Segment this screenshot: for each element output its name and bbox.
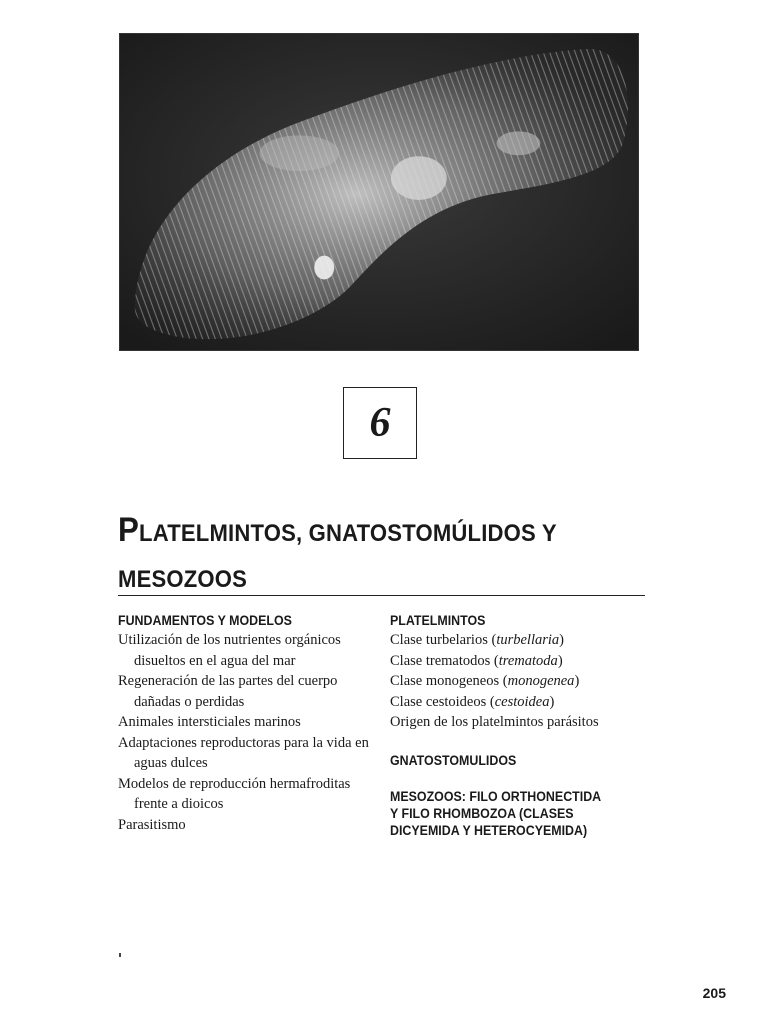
list-item: Modelos de reproducción hermafroditas frente a dioicos	[118, 775, 351, 812]
list-item: Clase monogeneos (monogenea)	[390, 673, 580, 689]
left-column-heading: FUNDAMENTOS Y MODELOS	[118, 613, 292, 628]
right-column-heading: PLATELMINTOS	[390, 613, 486, 628]
list-item: Animales intersticiales marinos	[118, 714, 301, 730]
title-initial: P	[118, 511, 140, 549]
list-item: Clase trematodos (trematoda)	[390, 652, 563, 669]
chapter-title	[118, 507, 615, 603]
title-divider	[118, 595, 645, 596]
title-line-2: MESOZOOS	[118, 566, 248, 593]
list-item: Regeneración de las partes del cuerpo dañadas o perdidas	[118, 673, 338, 710]
flatworm-image	[120, 34, 638, 350]
gnatostomulidos-heading: GNATOSTOMULIDOS	[390, 752, 517, 768]
list-item: Adaptaciones reproductoras para la vida en aguas dulces	[118, 734, 369, 771]
title-line-1: LATELMINTOS, GNATOSTOMÚLIDOS Y	[139, 520, 557, 547]
list-item: Origen de los platelmintos parásitos	[390, 714, 599, 730]
mesozoos-heading-line-3: DICYEMIDA Y HETEROCYEMIDA)	[390, 822, 588, 838]
list-item: Parasitismo	[118, 816, 186, 833]
left-column	[118, 612, 380, 835]
mesozoos-heading-line-2: Y FILO RHOMBOZOA (CLASES	[390, 805, 574, 821]
flatworm-photo	[119, 33, 639, 351]
chapter-number: 6	[369, 400, 391, 446]
list-item: Utilización de los nutrientes orgánicos disueltos en el agua del mar	[118, 632, 341, 669]
chapter-number-box	[343, 387, 417, 459]
right-column	[390, 612, 650, 839]
list-item: Clase turbelarios (turbellaria)	[390, 632, 564, 648]
page-number: 205	[702, 985, 726, 1001]
scan-speck	[119, 953, 121, 957]
list-item: Clase cestoideos (cestoidea)	[390, 693, 555, 710]
mesozoos-heading-line-1: MESOZOOS: FILO ORTHONECTIDA	[390, 788, 602, 804]
